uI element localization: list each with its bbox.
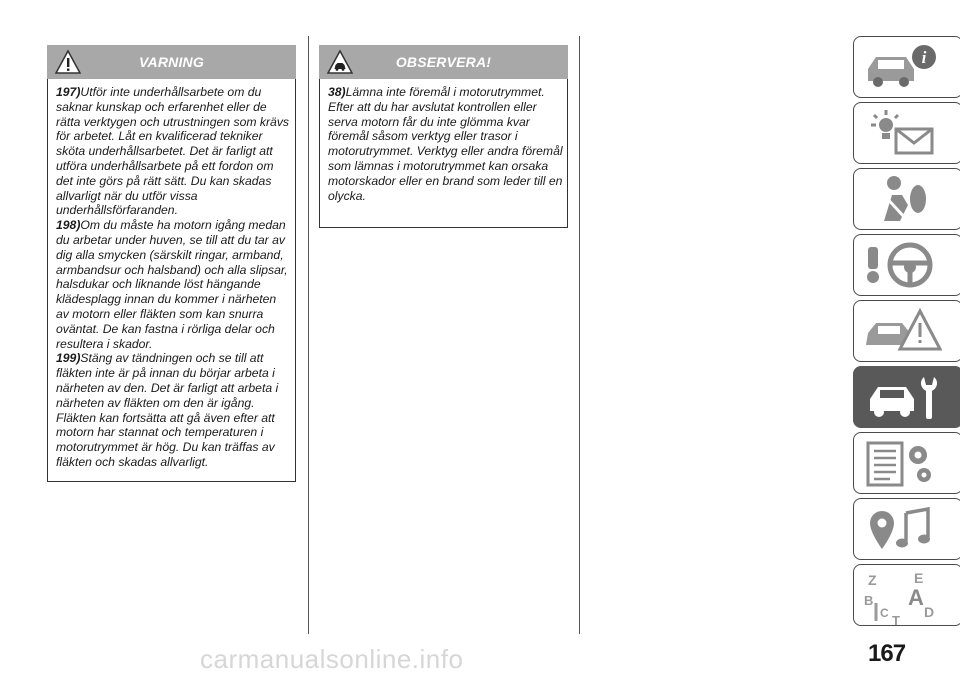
warning-panel bbox=[47, 45, 296, 482]
warning-body bbox=[47, 79, 296, 482]
warning-item: 198)Om du måste ha motorn igång medan du arbetar under huven, se till att du tar av dig alla smycken (särskilt ringar, armband, armbandsur och halsband) och alla slipsar, halsdukar och liknande löst hängande klädesplagg innan du kommer i närheten av motorn eller fläkten som kan snurra oväntat. De kan fastna i rörliga delar och resultera i skador. bbox=[56, 218, 288, 351]
index-letter: D bbox=[924, 604, 935, 620]
index-letter: E bbox=[914, 570, 924, 586]
observe-title: OBSERVERA! bbox=[395, 54, 492, 70]
index-icon bbox=[862, 569, 942, 625]
column-divider-right bbox=[579, 36, 580, 634]
tab-warning-lights[interactable] bbox=[853, 102, 960, 164]
safety-airbag-icon bbox=[862, 173, 942, 225]
index-letter: Z bbox=[868, 572, 877, 588]
warning-item: 199)Stäng av tändningen och se till att fläkten inte är på innan du börjar arbeta i närheten av den. Det är farligt att arbeta i närheten av fläkten om den är igång. Fläkten kan fortsätta att gå även efter att motorn har stannat och temperaturen i motorutrymmet är hög. Du kan träffas av fläkten och skadas allvarligt. bbox=[56, 351, 279, 469]
warning-lights-icon bbox=[862, 107, 942, 159]
warning-header bbox=[47, 45, 296, 79]
observe-panel bbox=[319, 45, 568, 228]
index-letter: B bbox=[864, 593, 874, 608]
index-letter: C bbox=[880, 606, 889, 620]
observe-header bbox=[319, 45, 568, 79]
tab-maintenance[interactable] bbox=[853, 366, 960, 428]
tab-technical-data[interactable] bbox=[853, 432, 960, 494]
watermark: carmanualsonline.info bbox=[200, 644, 464, 674]
technical-data-icon bbox=[862, 437, 942, 489]
car-warning-triangle-icon bbox=[327, 49, 353, 75]
observe-item: 38)Lämna inte föremål i motorutrymmet. Efter att du har avslutat kontrollen eller serva motorn får du inte glömma kvar föremål såsom verktyg eller trasor i motorutrymmet. Verktyg eller andra föremål som lämnas i motorutrymmet kan orsaka motorskador eller en brand som leder till en olycka. bbox=[328, 85, 563, 203]
page-number: 167 bbox=[868, 640, 906, 667]
observe-body bbox=[319, 79, 568, 228]
steering-wheel-icon bbox=[862, 239, 942, 291]
index-letter: A bbox=[908, 585, 924, 610]
warning-triangle-icon bbox=[55, 49, 81, 75]
tab-index[interactable] bbox=[853, 564, 960, 626]
multimedia-icon bbox=[862, 503, 942, 555]
tab-multimedia[interactable] bbox=[853, 498, 960, 560]
svg-text:i: i bbox=[921, 48, 927, 67]
tab-safety[interactable] bbox=[853, 168, 960, 230]
index-letter: T bbox=[892, 613, 900, 625]
column-divider-left bbox=[308, 36, 309, 634]
warning-title: VARNING bbox=[139, 54, 204, 70]
tab-car-info[interactable] bbox=[853, 36, 960, 98]
car-info-icon bbox=[862, 41, 942, 93]
emergency-icon bbox=[862, 305, 942, 357]
warning-item: 197)Utför inte underhållsarbete om du saknar kunskap och erfarenhet eller de rätta verktygen och utrustningen som krävs för arbetet. Låt en kvalificerad tekniker sköta underhållsarbetet. Det är farligt att utföra underhållsarbete på ett fordon om det inte görs på rätt sätt. Du kan skadas allvarligt när du utför vissa underhållsförfaranden. bbox=[56, 85, 290, 218]
car-maintenance-icon bbox=[862, 371, 942, 423]
tab-steering[interactable] bbox=[853, 234, 960, 296]
tab-emergency[interactable] bbox=[853, 300, 960, 362]
